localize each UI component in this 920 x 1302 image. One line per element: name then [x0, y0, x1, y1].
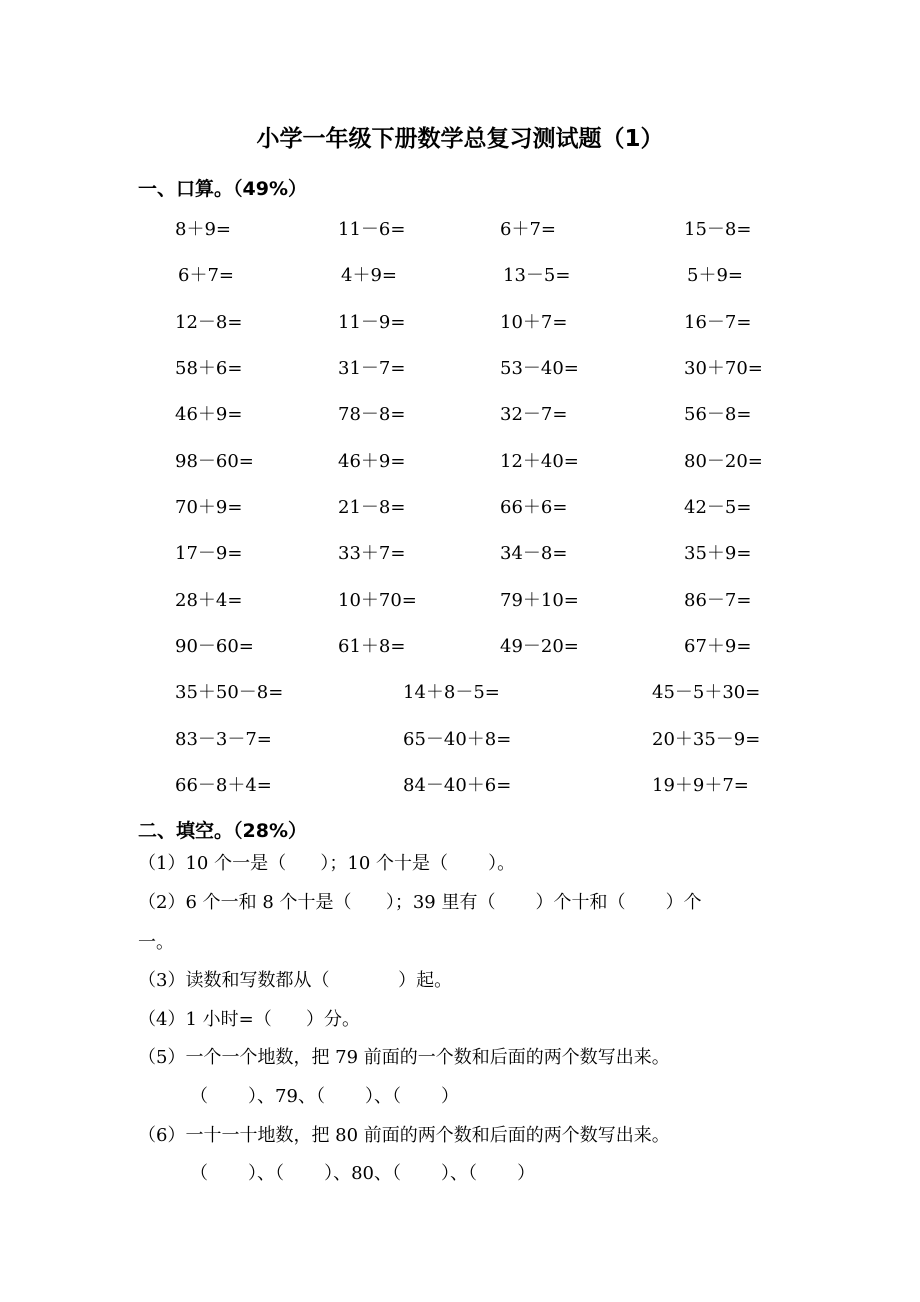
fill-in-line: 一。: [138, 932, 174, 953]
math-problem: 58＋6=: [175, 358, 243, 379]
math-problem: 13－5=: [503, 265, 571, 286]
math-problem: 17－9=: [175, 543, 243, 564]
math-problem: 16－7=: [684, 312, 752, 333]
section-1-heading: 一、口算。（49%）: [138, 178, 307, 200]
math-problem: 31－7=: [338, 358, 406, 379]
math-problem: 34－8=: [500, 543, 568, 564]
fill-in-line: （ ）、（ ）、80、（ ）、（ ）: [190, 1163, 536, 1184]
math-problem: 12＋40=: [500, 451, 579, 472]
fill-in-line: （1）10 个一是（ ）；10 个十是（ ）。: [138, 853, 516, 874]
math-problem: 61＋8=: [338, 636, 406, 657]
page-title: 小学一年级下册数学总复习测试题（1）: [256, 126, 664, 152]
math-problem: 56－8=: [684, 404, 752, 425]
math-problem: 10＋7=: [500, 312, 568, 333]
math-problem: 5＋9=: [687, 265, 743, 286]
math-problem: 66－8＋4=: [175, 775, 272, 796]
fill-in-line: （4）1 小时=（ ）分。: [138, 1009, 361, 1030]
math-problem: 6＋7=: [178, 265, 234, 286]
math-problem: 86－7=: [684, 590, 752, 611]
math-problem: 30＋70=: [684, 358, 763, 379]
math-problem: 35＋9=: [684, 543, 752, 564]
math-problem: 12－8=: [175, 312, 243, 333]
math-problem: 20＋35－9=: [652, 729, 761, 750]
math-problem: 67＋9=: [684, 636, 752, 657]
math-problem: 79＋10=: [500, 590, 579, 611]
math-problem: 90－60=: [175, 636, 254, 657]
math-problem: 33＋7=: [338, 543, 406, 564]
math-problem: 65－40＋8=: [403, 729, 512, 750]
math-problem: 53－40=: [500, 358, 579, 379]
math-problem: 32－7=: [500, 404, 568, 425]
math-problem: 10＋70=: [338, 590, 417, 611]
math-problem: 28＋4=: [175, 590, 243, 611]
math-problem: 6＋7=: [500, 219, 556, 240]
math-problem: 11－9=: [338, 312, 406, 333]
section-2-heading: 二、填空。（28%）: [138, 820, 307, 842]
math-problem: 78－8=: [338, 404, 406, 425]
math-problem: 70＋9=: [175, 497, 243, 518]
math-problem: 4＋9=: [341, 265, 397, 286]
fill-in-line: （6）一十一十地数，把 80 前面的两个数和后面的两个数写出来。: [138, 1125, 670, 1146]
math-problem: 98－60=: [175, 451, 254, 472]
fill-in-line: （2）6 个一和 8 个十是（ ）；39 里有（ ）个十和（ ）个: [138, 892, 702, 913]
math-problem: 80－20=: [684, 451, 763, 472]
math-problem: 49－20=: [500, 636, 579, 657]
math-problem: 19＋9＋7=: [652, 775, 749, 796]
math-problem: 21－8=: [338, 497, 406, 518]
math-problem: 46＋9=: [175, 404, 243, 425]
math-problem: 46＋9=: [338, 451, 406, 472]
fill-in-line: （ ）、79、（ ）、（ ）: [190, 1086, 460, 1107]
fill-in-line: （3）读数和写数都从（ ）起。: [138, 970, 453, 991]
math-problem: 66＋6=: [500, 497, 568, 518]
math-problem: 45－5＋30=: [652, 682, 761, 703]
math-problem: 14＋8－5=: [403, 682, 500, 703]
math-problem: 42－5=: [684, 497, 752, 518]
math-problem: 35＋50－8=: [175, 682, 284, 703]
math-problem: 11－6=: [338, 219, 406, 240]
math-problem: 8＋9=: [175, 219, 231, 240]
fill-in-line: （5）一个一个地数，把 79 前面的一个数和后面的两个数写出来。: [138, 1047, 670, 1068]
math-problem: 84－40＋6=: [403, 775, 512, 796]
math-problem: 83－3－7=: [175, 729, 272, 750]
math-problem: 15－8=: [684, 219, 752, 240]
